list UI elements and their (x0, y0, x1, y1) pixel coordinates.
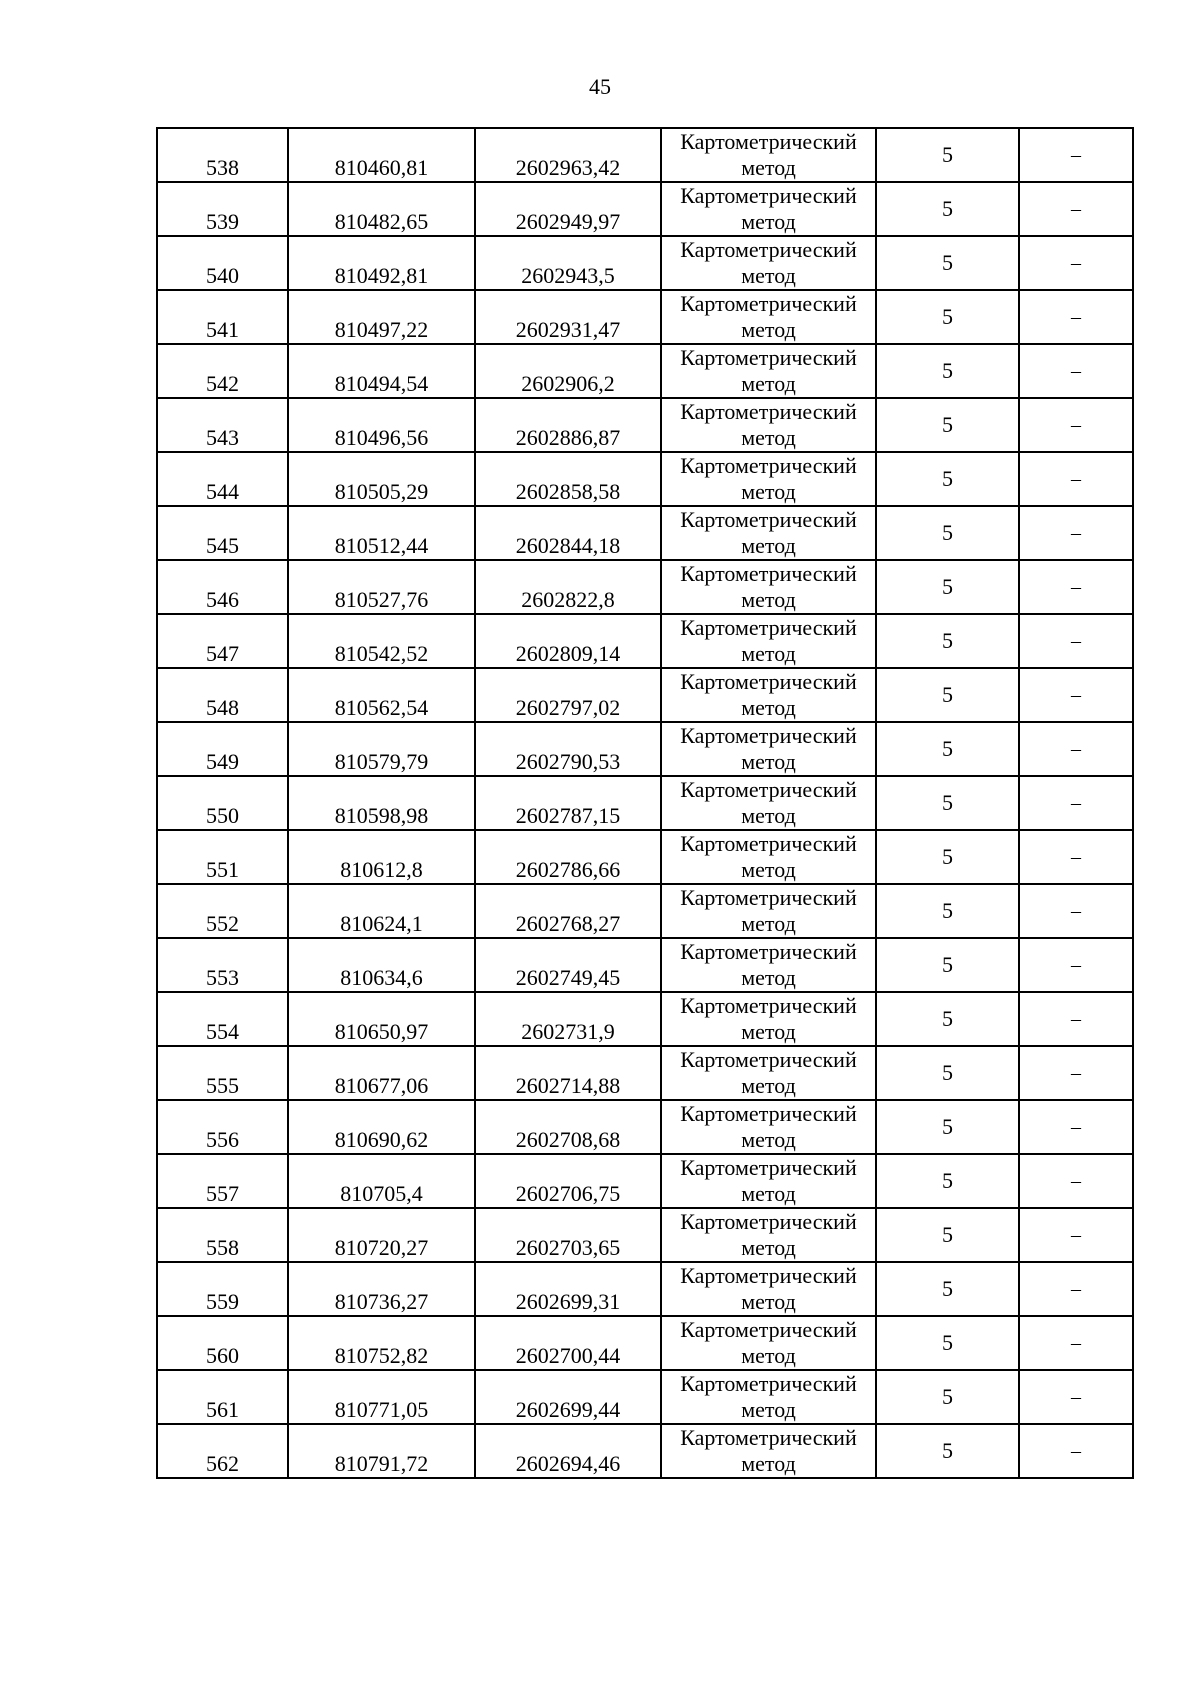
method-cell (661, 452, 876, 506)
y-coordinate-cell: 2602699,31 (475, 1262, 661, 1316)
description-cell: – (1019, 1262, 1133, 1316)
method-line2: метод (741, 479, 796, 504)
point-number-cell: 550 (157, 776, 288, 830)
method-cell (661, 398, 876, 452)
description-cell: – (1019, 668, 1133, 722)
method-line1: Картометрический (680, 1155, 857, 1180)
x-coordinate-cell: 810512,44 (288, 506, 475, 560)
y-coordinate-cell: 2602786,66 (475, 830, 661, 884)
y-coordinate-cell: 2602699,44 (475, 1370, 661, 1424)
accuracy-cell: 5 (876, 398, 1019, 452)
description-cell: – (1019, 938, 1133, 992)
method-line2: метод (741, 1073, 796, 1098)
description-cell: – (1019, 290, 1133, 344)
method-line2: метод (741, 1019, 796, 1044)
accuracy-cell: 5 (876, 1262, 1019, 1316)
method-cell (661, 722, 876, 776)
table-row (157, 722, 1133, 776)
point-number-cell: 543 (157, 398, 288, 452)
table-row (157, 992, 1133, 1046)
point-number-cell: 552 (157, 884, 288, 938)
method-cell (661, 830, 876, 884)
table-body (157, 128, 1133, 1478)
description-cell: – (1019, 830, 1133, 884)
page-number: 45 (589, 74, 611, 99)
description-cell: – (1019, 182, 1133, 236)
point-number-cell: 548 (157, 668, 288, 722)
accuracy-cell: 5 (876, 614, 1019, 668)
y-coordinate-cell: 2602949,97 (475, 182, 661, 236)
y-coordinate-cell: 2602694,46 (475, 1424, 661, 1478)
method-line2: метод (741, 857, 796, 882)
description-cell: – (1019, 344, 1133, 398)
method-line2: метод (741, 1181, 796, 1206)
accuracy-cell: 5 (876, 1154, 1019, 1208)
y-coordinate-cell: 2602963,42 (475, 128, 661, 182)
method-line2: метод (741, 965, 796, 990)
x-coordinate-cell: 810720,27 (288, 1208, 475, 1262)
accuracy-cell: 5 (876, 668, 1019, 722)
accuracy-cell: 5 (876, 236, 1019, 290)
x-coordinate-cell: 810562,54 (288, 668, 475, 722)
table-row (157, 1100, 1133, 1154)
table-row (157, 614, 1133, 668)
accuracy-cell: 5 (876, 1370, 1019, 1424)
description-cell: – (1019, 722, 1133, 776)
x-coordinate-cell: 810492,81 (288, 236, 475, 290)
x-coordinate-cell: 810527,76 (288, 560, 475, 614)
accuracy-cell: 5 (876, 938, 1019, 992)
description-cell: – (1019, 1370, 1133, 1424)
point-number-cell: 541 (157, 290, 288, 344)
table-row (157, 938, 1133, 992)
point-number-cell: 540 (157, 236, 288, 290)
y-coordinate-cell: 2602858,58 (475, 452, 661, 506)
x-coordinate-cell: 810496,56 (288, 398, 475, 452)
description-cell: – (1019, 1154, 1133, 1208)
description-cell: – (1019, 560, 1133, 614)
method-cell (661, 1154, 876, 1208)
method-cell (661, 128, 876, 182)
table-row (157, 1046, 1133, 1100)
method-line1: Картометрический (680, 399, 857, 424)
table-row (157, 398, 1133, 452)
x-coordinate-cell: 810482,65 (288, 182, 475, 236)
method-cell (661, 1100, 876, 1154)
method-line2: метод (741, 533, 796, 558)
accuracy-cell: 5 (876, 1100, 1019, 1154)
method-line2: метод (741, 209, 796, 234)
table-row (157, 560, 1133, 614)
method-cell (661, 182, 876, 236)
method-cell (661, 1424, 876, 1478)
x-coordinate-cell: 810497,22 (288, 290, 475, 344)
x-coordinate-cell: 810736,27 (288, 1262, 475, 1316)
description-cell: – (1019, 236, 1133, 290)
description-cell: – (1019, 1046, 1133, 1100)
method-line2: метод (741, 1127, 796, 1152)
point-number-cell: 553 (157, 938, 288, 992)
accuracy-cell: 5 (876, 884, 1019, 938)
method-line1: Картометрический (680, 1317, 857, 1342)
x-coordinate-cell: 810791,72 (288, 1424, 475, 1478)
y-coordinate-cell: 2602768,27 (475, 884, 661, 938)
accuracy-cell: 5 (876, 128, 1019, 182)
description-cell: – (1019, 614, 1133, 668)
method-line2: метод (741, 587, 796, 612)
x-coordinate-cell: 810650,97 (288, 992, 475, 1046)
method-line2: метод (741, 1235, 796, 1260)
y-coordinate-cell: 2602809,14 (475, 614, 661, 668)
method-cell (661, 344, 876, 398)
method-cell (661, 1262, 876, 1316)
table-row (157, 506, 1133, 560)
point-number-cell: 558 (157, 1208, 288, 1262)
y-coordinate-cell: 2602731,9 (475, 992, 661, 1046)
y-coordinate-cell: 2602931,47 (475, 290, 661, 344)
point-number-cell: 560 (157, 1316, 288, 1370)
y-coordinate-cell: 2602714,88 (475, 1046, 661, 1100)
method-line2: метод (741, 317, 796, 342)
accuracy-cell: 5 (876, 1046, 1019, 1100)
accuracy-cell: 5 (876, 452, 1019, 506)
method-cell (661, 290, 876, 344)
description-cell: – (1019, 452, 1133, 506)
description-cell: – (1019, 128, 1133, 182)
table-row (157, 1208, 1133, 1262)
method-line1: Картометрический (680, 237, 857, 262)
point-number-cell: 544 (157, 452, 288, 506)
method-line1: Картометрический (680, 561, 857, 586)
method-line1: Картометрический (680, 777, 857, 802)
method-line2: метод (741, 911, 796, 936)
y-coordinate-cell: 2602822,8 (475, 560, 661, 614)
method-line1: Картометрический (680, 1047, 857, 1072)
method-line2: метод (741, 1451, 796, 1476)
table-row (157, 776, 1133, 830)
method-line1: Картометрический (680, 507, 857, 532)
accuracy-cell: 5 (876, 182, 1019, 236)
table-row (157, 344, 1133, 398)
accuracy-cell: 5 (876, 830, 1019, 884)
y-coordinate-cell: 2602700,44 (475, 1316, 661, 1370)
method-cell (661, 1370, 876, 1424)
method-line1: Картометрический (680, 183, 857, 208)
method-line2: метод (741, 155, 796, 180)
method-cell (661, 1316, 876, 1370)
accuracy-cell: 5 (876, 290, 1019, 344)
point-number-cell: 546 (157, 560, 288, 614)
table-row (157, 1154, 1133, 1208)
accuracy-cell: 5 (876, 344, 1019, 398)
description-cell: – (1019, 398, 1133, 452)
method-line1: Картометрический (680, 129, 857, 154)
point-number-cell: 557 (157, 1154, 288, 1208)
x-coordinate-cell: 810505,29 (288, 452, 475, 506)
accuracy-cell: 5 (876, 722, 1019, 776)
table-row (157, 1424, 1133, 1478)
accuracy-cell: 5 (876, 560, 1019, 614)
method-line1: Картометрический (680, 1425, 857, 1450)
description-cell: – (1019, 506, 1133, 560)
description-cell: – (1019, 1424, 1133, 1478)
point-number-cell: 539 (157, 182, 288, 236)
y-coordinate-cell: 2602787,15 (475, 776, 661, 830)
accuracy-cell: 5 (876, 776, 1019, 830)
x-coordinate-cell: 810612,8 (288, 830, 475, 884)
method-line1: Картометрический (680, 831, 857, 856)
method-cell (661, 668, 876, 722)
point-number-cell: 562 (157, 1424, 288, 1478)
x-coordinate-cell: 810677,06 (288, 1046, 475, 1100)
method-line2: метод (741, 425, 796, 450)
method-line1: Картометрический (680, 453, 857, 478)
table-row (157, 884, 1133, 938)
method-cell (661, 776, 876, 830)
method-line1: Картометрический (680, 291, 857, 316)
point-number-cell: 542 (157, 344, 288, 398)
accuracy-cell: 5 (876, 1316, 1019, 1370)
description-cell: – (1019, 1208, 1133, 1262)
method-cell (661, 614, 876, 668)
point-number-cell: 551 (157, 830, 288, 884)
x-coordinate-cell: 810579,79 (288, 722, 475, 776)
method-cell (661, 938, 876, 992)
point-number-cell: 559 (157, 1262, 288, 1316)
point-number-cell: 561 (157, 1370, 288, 1424)
coordinates-table (156, 127, 1134, 1479)
point-number-cell: 547 (157, 614, 288, 668)
table-row (157, 182, 1133, 236)
method-cell (661, 1208, 876, 1262)
method-cell (661, 506, 876, 560)
table-row (157, 668, 1133, 722)
y-coordinate-cell: 2602886,87 (475, 398, 661, 452)
x-coordinate-cell: 810634,6 (288, 938, 475, 992)
method-line2: метод (741, 749, 796, 774)
y-coordinate-cell: 2602790,53 (475, 722, 661, 776)
description-cell: – (1019, 1100, 1133, 1154)
y-coordinate-cell: 2602703,65 (475, 1208, 661, 1262)
point-number-cell: 555 (157, 1046, 288, 1100)
description-cell: – (1019, 884, 1133, 938)
table-row (157, 830, 1133, 884)
method-line1: Картометрический (680, 1101, 857, 1126)
table-row (157, 1316, 1133, 1370)
y-coordinate-cell: 2602708,68 (475, 1100, 661, 1154)
table-row (157, 1262, 1133, 1316)
method-line2: метод (741, 803, 796, 828)
table-row (157, 236, 1133, 290)
y-coordinate-cell: 2602906,2 (475, 344, 661, 398)
method-line1: Картометрический (680, 1209, 857, 1234)
accuracy-cell: 5 (876, 1424, 1019, 1478)
method-cell (661, 992, 876, 1046)
table-row (157, 290, 1133, 344)
method-line2: метод (741, 1397, 796, 1422)
point-number-cell: 556 (157, 1100, 288, 1154)
point-number-cell: 545 (157, 506, 288, 560)
x-coordinate-cell: 810494,54 (288, 344, 475, 398)
method-line1: Картометрический (680, 345, 857, 370)
y-coordinate-cell: 2602844,18 (475, 506, 661, 560)
y-coordinate-cell: 2602749,45 (475, 938, 661, 992)
y-coordinate-cell: 2602943,5 (475, 236, 661, 290)
method-line2: метод (741, 641, 796, 666)
y-coordinate-cell: 2602797,02 (475, 668, 661, 722)
table-row (157, 128, 1133, 182)
method-line1: Картометрический (680, 993, 857, 1018)
method-cell (661, 1046, 876, 1100)
method-line1: Картометрический (680, 1371, 857, 1396)
x-coordinate-cell: 810690,62 (288, 1100, 475, 1154)
x-coordinate-cell: 810460,81 (288, 128, 475, 182)
method-line2: метод (741, 263, 796, 288)
x-coordinate-cell: 810705,4 (288, 1154, 475, 1208)
description-cell: – (1019, 992, 1133, 1046)
y-coordinate-cell: 2602706,75 (475, 1154, 661, 1208)
method-line2: метод (741, 1289, 796, 1314)
accuracy-cell: 5 (876, 506, 1019, 560)
table-row (157, 452, 1133, 506)
description-cell: – (1019, 776, 1133, 830)
method-line2: метод (741, 1343, 796, 1368)
method-cell (661, 236, 876, 290)
method-cell (661, 884, 876, 938)
method-cell (661, 560, 876, 614)
method-line1: Картометрический (680, 615, 857, 640)
point-number-cell: 538 (157, 128, 288, 182)
x-coordinate-cell: 810752,82 (288, 1316, 475, 1370)
method-line2: метод (741, 371, 796, 396)
x-coordinate-cell: 810598,98 (288, 776, 475, 830)
method-line1: Картометрический (680, 1263, 857, 1288)
point-number-cell: 549 (157, 722, 288, 776)
accuracy-cell: 5 (876, 1208, 1019, 1262)
method-line2: метод (741, 695, 796, 720)
description-cell: – (1019, 1316, 1133, 1370)
method-line1: Картометрический (680, 669, 857, 694)
x-coordinate-cell: 810771,05 (288, 1370, 475, 1424)
method-line1: Картометрический (680, 723, 857, 748)
point-number-cell: 554 (157, 992, 288, 1046)
method-line1: Картометрический (680, 885, 857, 910)
method-line1: Картометрический (680, 939, 857, 964)
table-row (157, 1370, 1133, 1424)
x-coordinate-cell: 810542,52 (288, 614, 475, 668)
accuracy-cell: 5 (876, 992, 1019, 1046)
x-coordinate-cell: 810624,1 (288, 884, 475, 938)
